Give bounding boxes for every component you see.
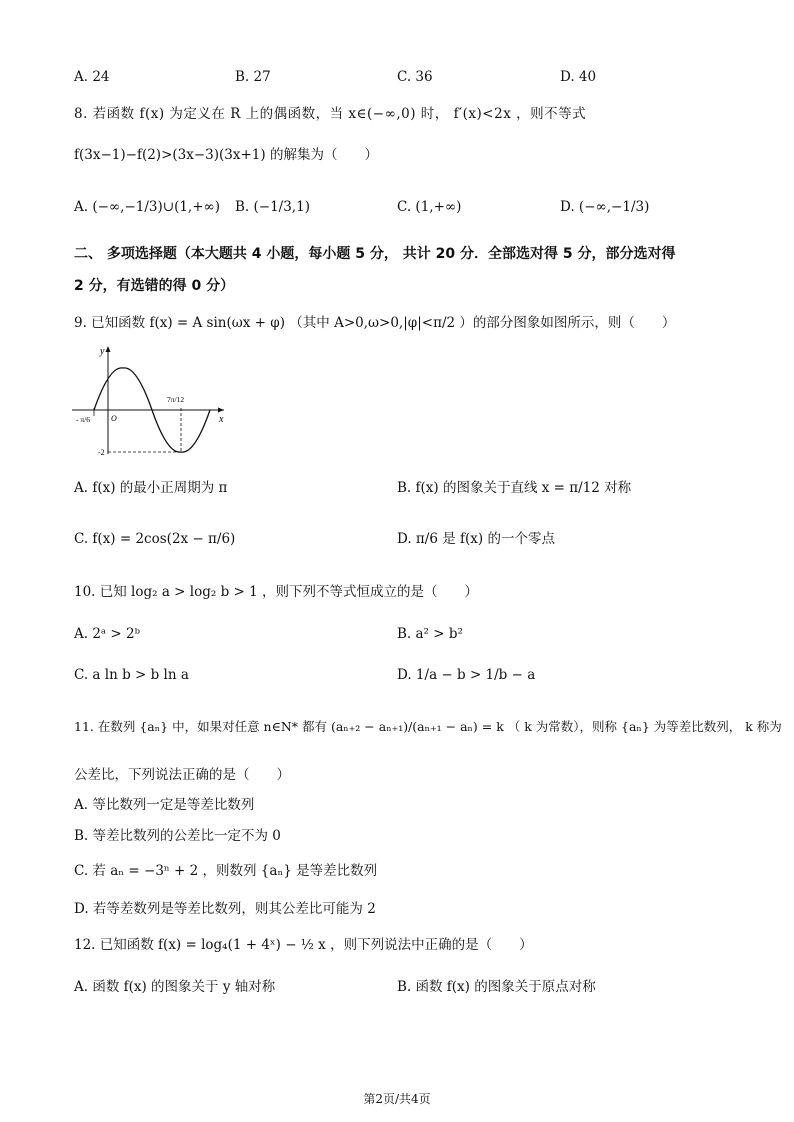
q8-option-a: A. (−∞,−1/3)∪(1,+∞) (74, 199, 221, 215)
q12-option-b: B. 函数 f(x) 的图象关于原点对称 (397, 979, 596, 995)
q10-option-a: A. 2ᵃ > 2ᵇ (74, 626, 141, 642)
q7-option-d: D. 40 (560, 69, 597, 85)
q11-option-d: D. 若等差数列是等差比数列，则其公差比可能为 2 (74, 901, 376, 917)
x-axis-arrow-icon (218, 408, 224, 413)
q11-stem-line2: 公差比，下列说法正确的是（ ） (74, 767, 290, 783)
y-axis-arrow-icon (106, 346, 111, 352)
q8-stem-line1: 8. 若函数 f(x) 为定义在 R 上的偶函数，当 x∈(−∞,0) 时， f′(x)<2x ，则不等式 (74, 106, 587, 122)
q11-option-a: A. 等比数列一定是等差比数列 (74, 797, 255, 813)
q9-option-c: C. f(x) = 2cos(2x − π/6) (74, 531, 236, 547)
q12-option-a: A. 函数 f(x) 的图象关于 y 轴对称 (74, 979, 276, 995)
seven-pi-twelfth-label: 7π/12 (167, 395, 185, 404)
page-footer: 第2页/共4页 (363, 1092, 431, 1106)
section-heading-line1: 二、 多项选择题（本大题共 4 小题，每小题 5 分， 共计 20 分．全部选对得 5 分，部分选对得 (74, 246, 676, 262)
q11-option-c: C. 若 aₙ = −3ⁿ + 2 ，则数列 {aₙ} 是等差比数列 (74, 863, 378, 879)
q9-stem: 9. 已知函数 f(x) = A sin(ωx + φ) （其中 A>0,ω>0,|φ|<π/2 ）的部分图象如图所示，则（ ） (74, 315, 676, 331)
q9-option-d: D. π/6 是 f(x) 的一个零点 (397, 531, 555, 547)
q8-stem-line2: f(3x−1)−f(2)>(3x−3)(3x+1) 的解集为（ ） (74, 147, 378, 163)
q12-stem: 12. 已知函数 f(x) = log₄(1 + 4ˣ) − ½ x ，则下列说法中正确的是（ ） (74, 937, 533, 953)
q9-option-b: B. f(x) 的图象关于直线 x = π/12 对称 (397, 480, 632, 496)
q10-option-c: C. a ln b > b ln a (74, 667, 189, 683)
origin-label: O (111, 414, 117, 423)
q9-option-a: A. f(x) 的最小正周期为 π (74, 480, 228, 496)
neg-pi-sixth-label: - π/6 (76, 415, 90, 424)
q7-option-a: A. 24 (74, 69, 110, 85)
section-heading-line2: 2 分，有选错的得 0 分） (74, 278, 235, 294)
q7-option-b: B. 27 (235, 69, 271, 85)
q7-option-c: C. 36 (397, 69, 433, 85)
q10-option-d: D. 1/a − b > 1/b − a (397, 667, 536, 683)
q10-stem: 10. 已知 log₂ a > log₂ b > 1 ，则下列不等式恒成立的是（ ） (74, 584, 478, 600)
q8-option-c: C. (1,+∞) (397, 199, 462, 215)
q8-option-b: B. (−1/3,1) (235, 199, 310, 215)
x-axis-label: x (219, 414, 224, 425)
q10-option-b: B. a² > b² (397, 626, 463, 642)
min-value-label: -2 (98, 448, 105, 457)
q9-sine-graph (72, 342, 232, 462)
q8-option-d: D. (−∞,−1/3) (560, 199, 650, 215)
y-axis-label: y (100, 346, 105, 357)
q11-stem-line1: 11. 在数列 {aₙ} 中，如果对任意 n∈N* 都有 (aₙ₊₂ − aₙ₊₁)/(aₙ₊₁ − aₙ) = k （ k 为常数），则称 {aₙ} 为等差比数列， k 称为 (74, 719, 782, 734)
q11-option-b: B. 等差比数列的公差比一定不为 0 (74, 828, 281, 844)
